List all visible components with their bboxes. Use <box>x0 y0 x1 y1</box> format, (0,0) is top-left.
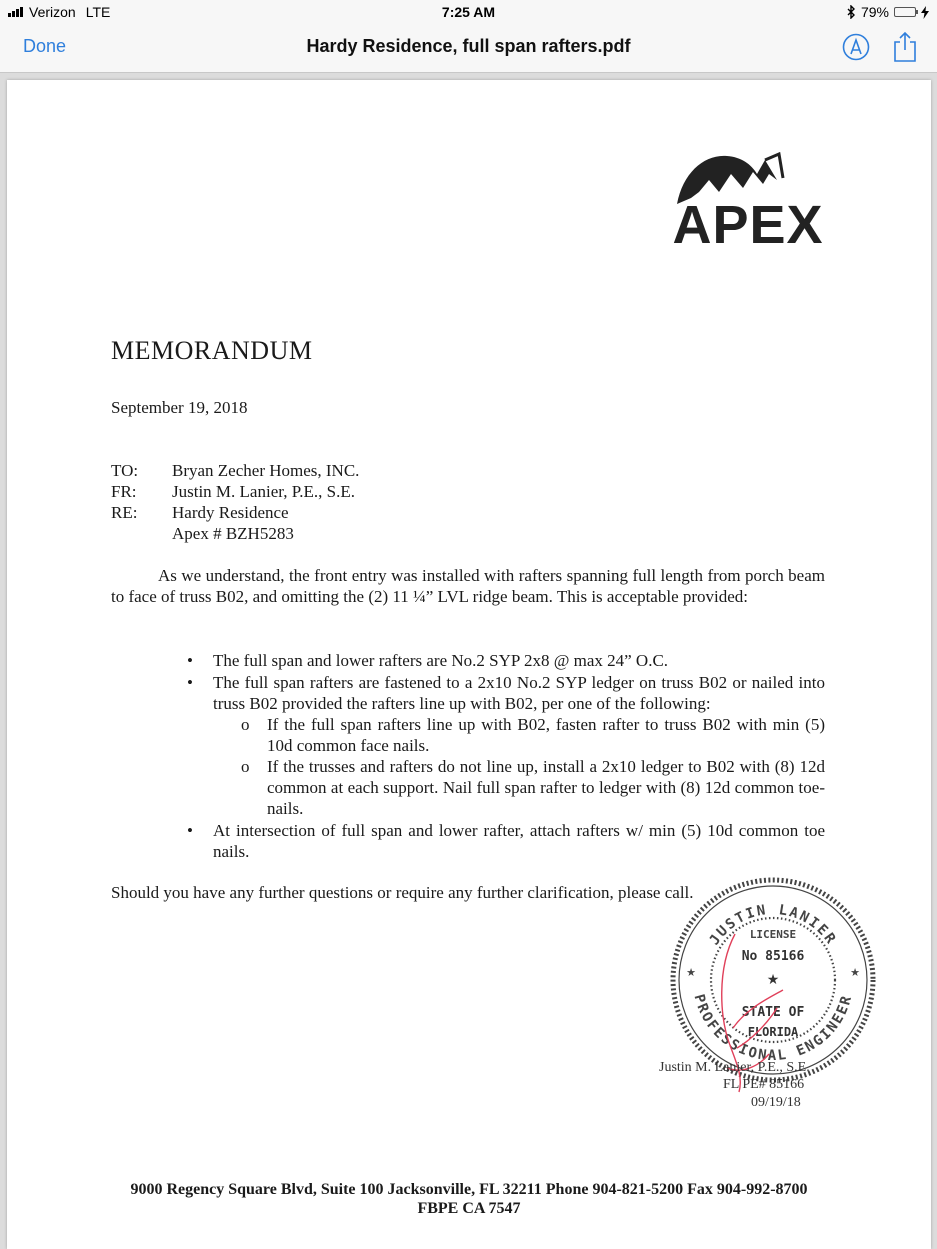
nav-bar <box>0 24 937 73</box>
memo-date: September 19, 2018 <box>111 398 248 417</box>
logo-text: APEX <box>672 195 824 255</box>
bullet-item: The full span rafters are fastened to a 2x10 No.2 SYP ledger on truss B02 or nailed into truss B02 provided the rafters line up with B02, per one of the following: <box>213 673 825 713</box>
signer-license: FL PE# 85166 <box>723 1077 805 1092</box>
bullet-item: At intersection of full span and lower rafter, attach rafters w/ min (5) 10d common toe nails. <box>213 821 825 861</box>
seal-bottom-text: PROFESSIONAL ENGINEER <box>690 992 856 1064</box>
header-label: TO: <box>111 461 139 480</box>
header-value: Bryan Zecher Homes, INC. <box>172 461 360 480</box>
footer-address: 9000 Regency Square Blvd, Suite 100 Jacksonville, FL 32211 Phone 904-821-5200 Fax 904-992-8700 <box>130 1181 808 1198</box>
network-label: LTE <box>85 4 111 20</box>
header-label: RE: <box>111 503 138 522</box>
header-value: Hardy Residence <box>172 503 289 522</box>
sub-bullet-item: If the trusses and rafters do not line up, install a 2x10 ledger to B02 with (8) 12d common at each support. Nail full span rafter to ledger with (8) 12d common toe-nails. <box>267 757 825 818</box>
bluetooth-icon <box>847 5 856 19</box>
sub-bullet-circle: o <box>241 715 250 734</box>
header-label: FR: <box>111 482 137 501</box>
document-title: Hardy Residence, full span rafters.pdf <box>306 36 631 56</box>
bullet-dot: • <box>187 673 193 692</box>
bullet-dot: • <box>187 821 193 840</box>
memo-heading: MEMORANDUM <box>111 336 313 365</box>
bullet-item: The full span and lower rafters are No.2 SYP 2x8 @ max 24” O.C. <box>213 651 669 670</box>
seal-star-icon: ★ <box>766 973 780 988</box>
intro-paragraph: As we understand, the front entry was installed with rafters spanning full length from porch beam to face of truss B02, and omitting the (2) 11 ¼” LVL ridge beam. This is acceptable provided: <box>111 566 825 606</box>
seal-star-left-icon: ★ <box>686 967 696 979</box>
header-value: Justin M. Lanier, P.E., S.E. <box>172 482 356 501</box>
share-icon[interactable] <box>892 31 918 63</box>
battery-icon <box>894 7 916 17</box>
battery-percent: 79% <box>860 4 889 20</box>
markup-icon[interactable] <box>842 33 870 61</box>
seal-license: LICENSE <box>749 928 797 941</box>
seal-state-of: STATE OF <box>741 1005 805 1020</box>
charging-icon <box>921 6 929 19</box>
closing-sentence: Should you have any further questions or require any further clarification, please call. <box>111 883 694 902</box>
bullet-dot: • <box>187 651 193 670</box>
seal-state: FLORIDA <box>747 1025 799 1039</box>
footer-license: FBPE CA 7547 <box>417 1200 521 1217</box>
carrier-label: Verizon <box>29 4 76 20</box>
seal-number: No 85166 <box>741 949 805 964</box>
header-value: Apex # BZH5283 <box>172 524 294 543</box>
signer-date: 09/19/18 <box>751 1095 801 1110</box>
pdf-page <box>7 80 931 1249</box>
seal-star-right-icon: ★ <box>850 967 860 979</box>
status-bar <box>0 0 937 24</box>
seal-top-text: JUSTIN LANIER <box>706 902 840 949</box>
done-button[interactable]: Done <box>23 36 67 56</box>
status-right <box>847 4 929 20</box>
signer-name: Justin M. Lanier, P.E., S.E. <box>659 1060 810 1075</box>
sub-bullet-circle: o <box>241 757 250 776</box>
apex-logo <box>665 152 831 260</box>
status-time: 7:25 AM <box>441 4 496 20</box>
sub-bullet-item: If the full span rafters line up with B02, fasten rafter to truss B02 with min (5) 10d common face nails. <box>267 715 825 755</box>
